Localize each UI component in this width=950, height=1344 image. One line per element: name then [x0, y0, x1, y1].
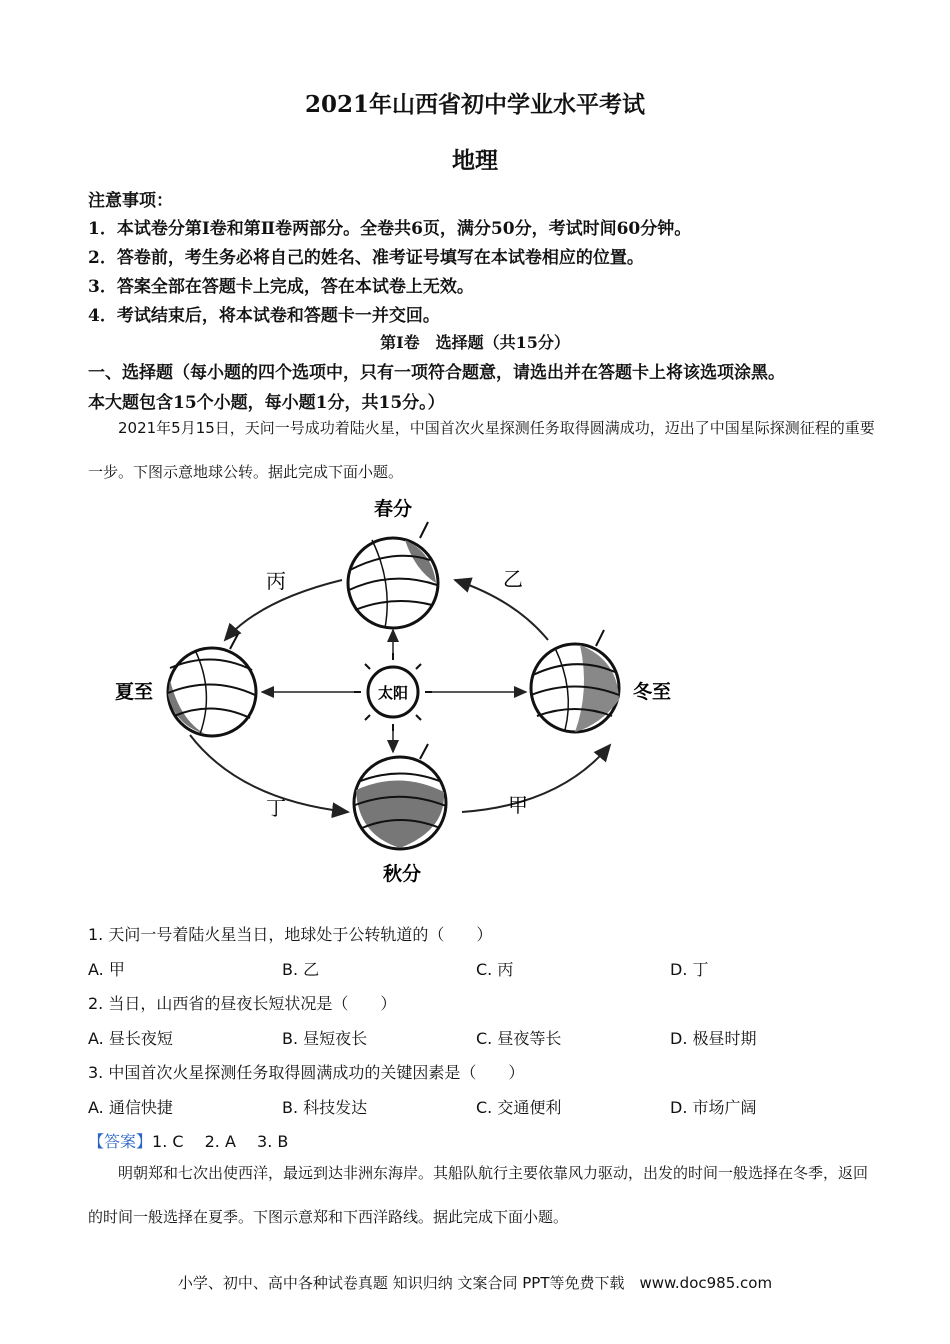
- footer-text: 小学、初中、高中各种试卷真题 知识归纳 文案合同 PPT等免费下载 www.doc985.com: [177, 1274, 773, 1292]
- option-a[interactable]: A. 甲: [88, 960, 125, 979]
- notice-heading: 注意事项：: [88, 191, 173, 211]
- arc-label-bing: 丙: [266, 569, 286, 593]
- earth-autumn-equinox: [354, 744, 446, 849]
- question-stem: 3. 中国首次火星探测任务取得圆满成功的关键因素是（ ）: [88, 1063, 525, 1082]
- notice-item: 4．考试结束后，将本试卷和答题卡一并交回。: [88, 306, 440, 326]
- arc-label-yi: 乙: [503, 567, 523, 591]
- earth-winter-solstice: [531, 630, 619, 732]
- orbit-arc-jia: [462, 745, 610, 812]
- question-stem: 2. 当日，山西省的昼夜长短状况是（ ）: [88, 994, 397, 1013]
- label-autumn-equinox: 秋分: [382, 863, 422, 885]
- answer-tag: 【答案】: [88, 1132, 153, 1151]
- exam-title: 2021年山西省初中学业水平考试: [304, 91, 645, 118]
- arc-label-jia: 甲: [508, 793, 528, 817]
- option-a[interactable]: A. 通信快捷: [88, 1098, 173, 1117]
- earth-summer-solstice: [168, 634, 256, 736]
- option-d[interactable]: D. 极昼时期: [670, 1029, 757, 1048]
- notice-item: 1．本试卷分第Ⅰ卷和第Ⅱ卷两部分。全卷共6页，满分50分，考试时间60分钟。: [88, 219, 692, 239]
- label-spring-equinox: 春分: [373, 498, 413, 520]
- option-b[interactable]: B. 昼短夜长: [282, 1029, 368, 1048]
- intro-paragraph-1: 2021年5月15日，天问一号成功着陆火星，中国首次火星探测任务取得圆满成功，迈出了中国星际探测征程的重要一步。下图示意地球公转。据此完成下面小题。: [88, 419, 875, 481]
- label-winter-solstice: 冬至: [632, 681, 672, 703]
- answer-text: 1. C 2. A 3. B: [152, 1132, 289, 1151]
- notice-item: 2．答卷前，考生务必将自己的姓名、准考证号填写在本试卷相应的位置。: [88, 248, 644, 268]
- option-b[interactable]: B. 乙: [282, 960, 320, 979]
- orbit-arc-yi: [455, 580, 548, 640]
- section-title: 第Ⅰ卷 选择题（共15分）: [380, 333, 570, 352]
- question-stem: 1. 天问一号着陆火星当日，地球处于公转轨道的（ ）: [88, 925, 493, 944]
- option-c[interactable]: C. 丙: [476, 960, 514, 979]
- option-a[interactable]: A. 昼长夜短: [88, 1029, 173, 1048]
- notice-item: 3．答案全部在答题卡上完成，答在本试卷上无效。: [88, 277, 474, 297]
- option-d[interactable]: D. 丁: [670, 960, 709, 979]
- subject-title: 地理: [452, 147, 498, 174]
- option-c[interactable]: C. 交通便利: [476, 1098, 562, 1117]
- sun-label: 太阳: [377, 684, 409, 702]
- sun-icon: [354, 653, 432, 731]
- answer-line: [88, 1129, 288, 1152]
- arc-label-ding: 丁: [266, 796, 286, 820]
- option-b[interactable]: B. 科技发达: [282, 1098, 368, 1117]
- part-one-instructions-cont: 本大题包含15个小题，每小题1分，共15分。）: [88, 393, 445, 413]
- earth-spring-equinox: [348, 522, 438, 628]
- option-c[interactable]: C. 昼夜等长: [476, 1029, 562, 1048]
- part-one-instructions: 一、选择题（每小题的四个选项中，只有一项符合题意，请选出并在答题卡上将该选项涂黑。: [88, 363, 785, 383]
- intro-paragraph-2: 明朝郑和七次出使西洋，最远到达非洲东海岸。其船队航行主要依靠风力驱动，出发的时间一般选择在冬季，返回的时间一般选择在夏季。下图示意郑和下西洋路线。据此完成下面小题。: [88, 1164, 869, 1226]
- option-d[interactable]: D. 市场广阔: [670, 1098, 757, 1117]
- label-summer-solstice: 夏至: [114, 681, 154, 703]
